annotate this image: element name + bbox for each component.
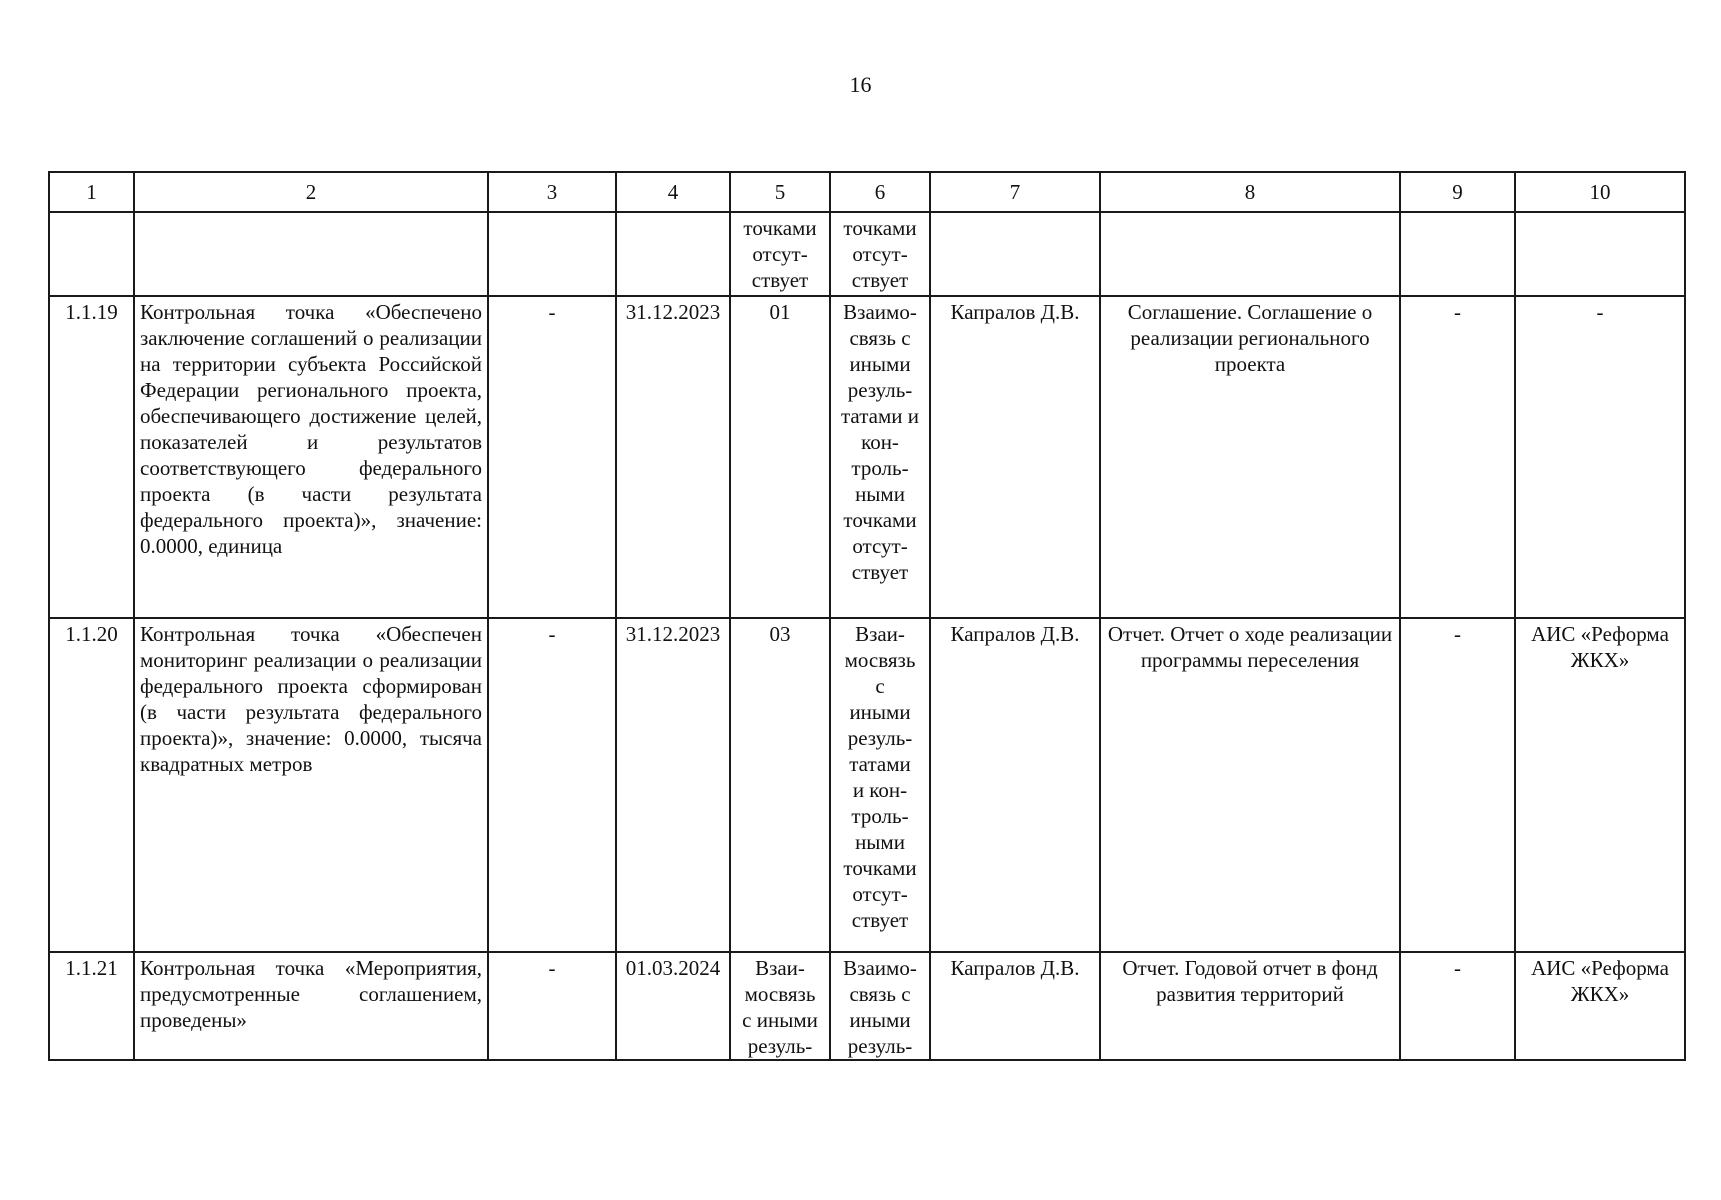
row-responsible: Капралов Д.В. xyxy=(930,296,1100,618)
table-cell: Взаимо- связь с иными резуль- xyxy=(830,952,930,1060)
row-number: 1.1.19 xyxy=(49,296,134,618)
table-cell: - xyxy=(488,952,616,1060)
column-header: 9 xyxy=(1400,172,1515,212)
column-header: 6 xyxy=(830,172,930,212)
table-cell: - xyxy=(1400,618,1515,952)
column-header: 7 xyxy=(930,172,1100,212)
table-cell: Взаи- мосвязь с иными резуль- xyxy=(730,952,830,1060)
column-header: 8 xyxy=(1100,172,1400,212)
row-date: 01.03.2024 xyxy=(616,952,730,1060)
row-date: 31.12.2023 xyxy=(616,296,730,618)
table-cell: - xyxy=(1400,296,1515,618)
column-header: 4 xyxy=(616,172,730,212)
header-row xyxy=(49,172,1685,212)
column-header: 5 xyxy=(730,172,830,212)
table-cell: - xyxy=(1400,952,1515,1060)
table-cell: - xyxy=(1515,296,1685,618)
table-cell: точками отсут- ствует xyxy=(830,212,930,296)
table-cell: - xyxy=(488,618,616,952)
row-description: Контрольная точка «Обеспечен мониторинг реализации о реализации федерального проекта сформирован (в части результата федерального проекта)», значение: 0.0000, тысяча квадратных метров xyxy=(134,618,488,952)
table-cell: точками отсут- ствует xyxy=(730,212,830,296)
row-description: Контрольная точка «Обеспечено заключение соглашений о реализации на территории субъекта Российской Федерации регионального проекта, обеспечивающего достижение целей, показателей и результатов соответствующего федерального проекта (в части результата федерального проекта)», значение: 0.0000, единица xyxy=(134,296,488,618)
table-row xyxy=(49,296,1685,618)
table-cell: Взаимо- связь с иными резуль- татами и кон- троль- ными точками отсут- ствует xyxy=(830,296,930,618)
continuation-row xyxy=(49,212,1685,296)
control-points-table xyxy=(48,171,1686,1061)
row-responsible: Капралов Д.В. xyxy=(930,952,1100,1060)
row-document: Отчет. Отчет о ходе реализации программы переселения xyxy=(1100,618,1400,952)
table-cell: 03 xyxy=(730,618,830,952)
column-header: 2 xyxy=(134,172,488,212)
table-cell: 01 xyxy=(730,296,830,618)
table-row xyxy=(49,618,1685,952)
table-cell xyxy=(1400,212,1515,296)
table-cell xyxy=(134,212,488,296)
table-cell: - xyxy=(488,296,616,618)
table-cell: АИС «Реформа ЖКХ» xyxy=(1515,952,1685,1060)
table-cell xyxy=(49,212,134,296)
table-cell xyxy=(930,212,1100,296)
row-number: 1.1.20 xyxy=(49,618,134,952)
row-document: Отчет. Годовой отчет в фонд развития территорий xyxy=(1100,952,1400,1060)
table-cell: Взаи- мосвязь с иными резуль- татами и кон- троль- ными точками отсут- ствует xyxy=(830,618,930,952)
page-number: 16 xyxy=(849,72,872,97)
table-cell xyxy=(1515,212,1685,296)
row-description: Контрольная точка «Мероприятия, предусмотренные соглашением, проведены» xyxy=(134,952,488,1060)
table-cell: АИС «Реформа ЖКХ» xyxy=(1515,618,1685,952)
row-document: Соглашение. Соглашение о реализации регионального проекта xyxy=(1100,296,1400,618)
table-cell xyxy=(488,212,616,296)
row-responsible: Капралов Д.В. xyxy=(930,618,1100,952)
table-cell xyxy=(616,212,730,296)
table-cell xyxy=(1100,212,1400,296)
row-date: 31.12.2023 xyxy=(616,618,730,952)
column-header: 10 xyxy=(1515,172,1685,212)
row-number: 1.1.21 xyxy=(49,952,134,1060)
table-row xyxy=(49,952,1685,1060)
column-header: 1 xyxy=(49,172,134,212)
column-header: 3 xyxy=(488,172,616,212)
